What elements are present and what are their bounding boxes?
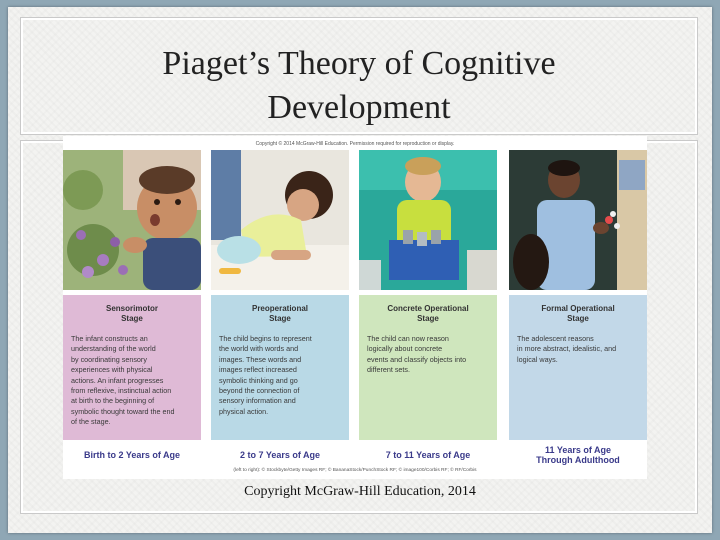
slide-copyright: Copyright McGraw-Hill Education, 2014 — [244, 484, 476, 499]
photo-schoolchild — [359, 150, 497, 290]
stage-age-formal-operational: 11 Years of Age Through Adulthood — [536, 445, 620, 465]
stage-card-sensorimotor — [63, 295, 201, 440]
stage-title: Concrete Operational Stage — [387, 304, 469, 323]
title-frame — [20, 17, 698, 135]
title-line-2: Development — [267, 89, 451, 126]
stage-description: The child can now reason logically about concrete events and classify objects into different sets. — [367, 334, 467, 375]
stage-card-preoperational — [211, 295, 349, 440]
photo-preschooler — [211, 150, 349, 290]
photo-adolescent — [509, 150, 647, 290]
stage-card-concrete-operational — [359, 295, 497, 440]
stage-description: The infant constructs an understanding of the world by coordinating sensory experiences with physical actions. An infant progresses from reflexive, instinctual action at birth to the beginning of symbolic thought toward the end of the stage. — [71, 334, 175, 427]
figure-permission-note: Copyright © 2014 McGraw-Hill Education. Permission required for reproduction or display. — [255, 141, 455, 147]
stage-age-preoperational: 2 to 7 Years of Age — [239, 450, 321, 460]
stage-card-formal-operational — [509, 295, 647, 440]
slide-title — [21, 42, 697, 130]
stage-age-sensorimotor: Birth to 2 Years of Age — [83, 450, 181, 460]
photo-infant — [63, 150, 201, 290]
stage-age-concrete-operational: 7 to 11 Years of Age — [385, 450, 471, 460]
photo-credits: (left to right): © Stockbyte/Getty Images RF; © BananaStock/PunchStock RF; © image100/Corbis RF; © RF/Corbis — [233, 468, 477, 473]
title-line-1: Piaget’s Theory of Cognitive — [162, 45, 556, 82]
stage-title: Preoperational Stage — [251, 304, 308, 323]
stage-description: The child begins to represent the world with words and images. These words and images reflect increased symbolic thinking and go beyond the connection of sensory information and physical action. — [219, 334, 312, 416]
stages-figure — [63, 136, 647, 479]
stage-title: Formal Operational Stage — [541, 304, 615, 323]
stage-title: Sensorimotor Stage — [105, 304, 158, 323]
stage-description: The adolescent reasons in more abstract, idealistic, and logical ways. — [517, 334, 617, 364]
